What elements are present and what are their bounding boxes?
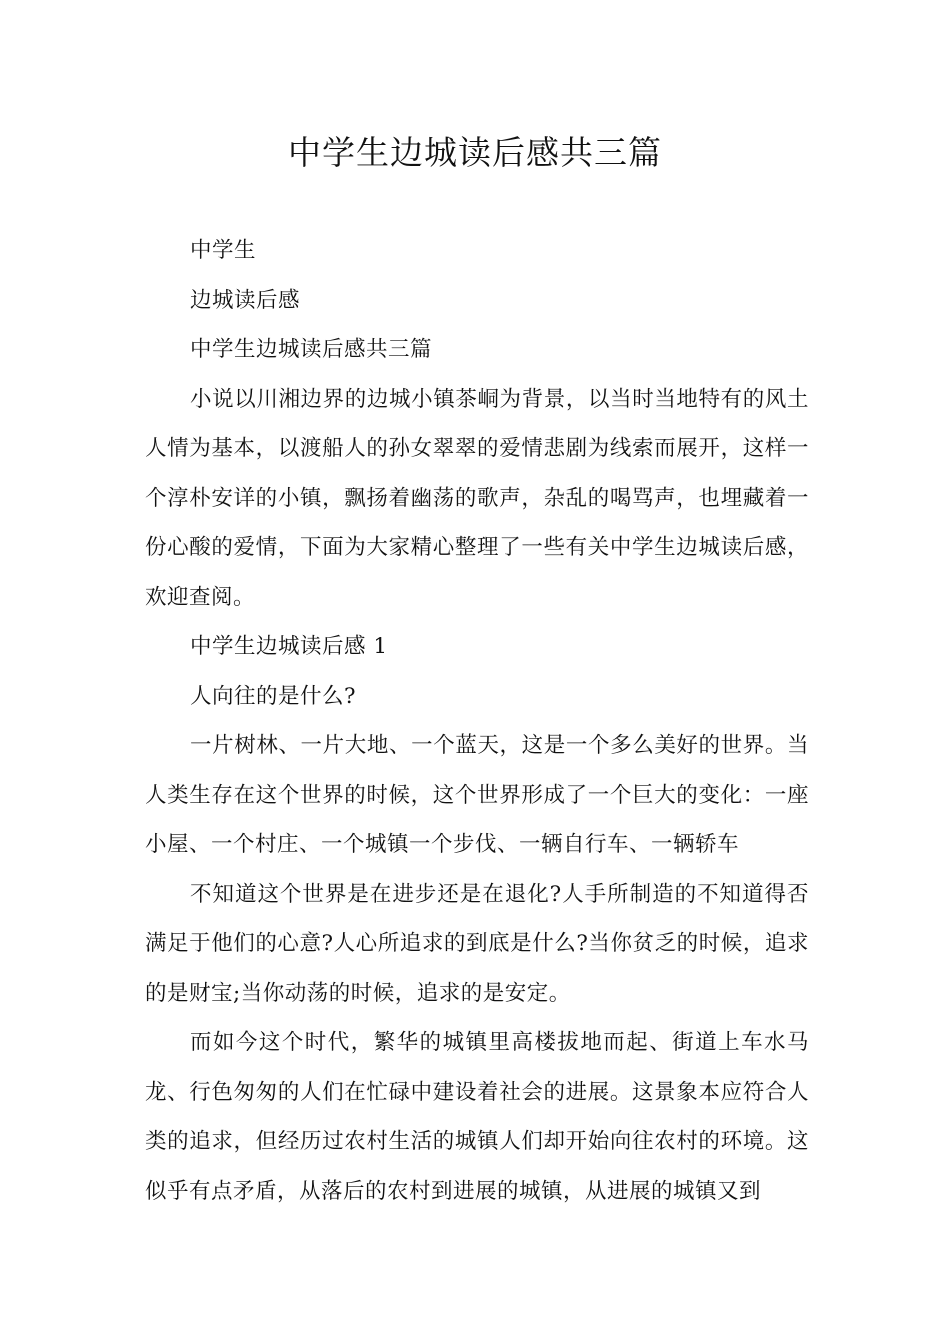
paragraph-9: 而如今这个时代，繁华的城镇里高楼拔地而起、街道上车水马龙、行色匆匆的人们在忙碌中建设着社会的进展。这景象本应符合人类的追求，但经历过农村生活的城镇人们却开始向往农村的环境。这似乎有点矛盾，从落后的农村到进展的城镇，从进展的城镇又到 xyxy=(145,1030,809,1204)
document-title: 中学生边城读后感共三篇 xyxy=(288,133,662,172)
paragraph-5: 中学生边城读后感 1 xyxy=(190,634,388,659)
paragraph-8: 不知道这个世界是在进步还是在退化?人手所制造的不知道得否满足于他们的心意?人心所追求的到底是什么?当你贫乏的时候，追求的是财宝;当你动荡的时候，追求的是安定。 xyxy=(145,881,809,1006)
paragraph-3: 中学生边城读后感共三篇 xyxy=(190,337,433,362)
paragraph-7: 一片树林、一片大地、一个蓝天，这是一个多么美好的世界。当人类生存在这个世界的时候，这个世界形成了一个巨大的变化：一座小屋、一个村庄、一个城镇一个步伐、一辆自行车、一辆轿车 xyxy=(145,733,809,857)
paragraph-1: 中学生 xyxy=(190,238,257,263)
paragraph-6: 人向往的是什么? xyxy=(190,683,357,709)
paragraph-4: 小说以川湘边界的边城小镇茶峒为背景，以当时当地特有的风土人情为基本，以渡船人的孙女翠翠的爱情悲剧为线索而展开，这样一个淳朴安详的小镇，飘扬着幽荡的歌声，杂乱的喝骂声，也埋藏着一份心酸的爱情，下面为大家精心整理了一些有关中学生边城读后感，欢迎查阅。 xyxy=(145,386,809,610)
document-body xyxy=(145,226,809,1216)
paragraph-2: 边城读后感 xyxy=(190,287,301,313)
